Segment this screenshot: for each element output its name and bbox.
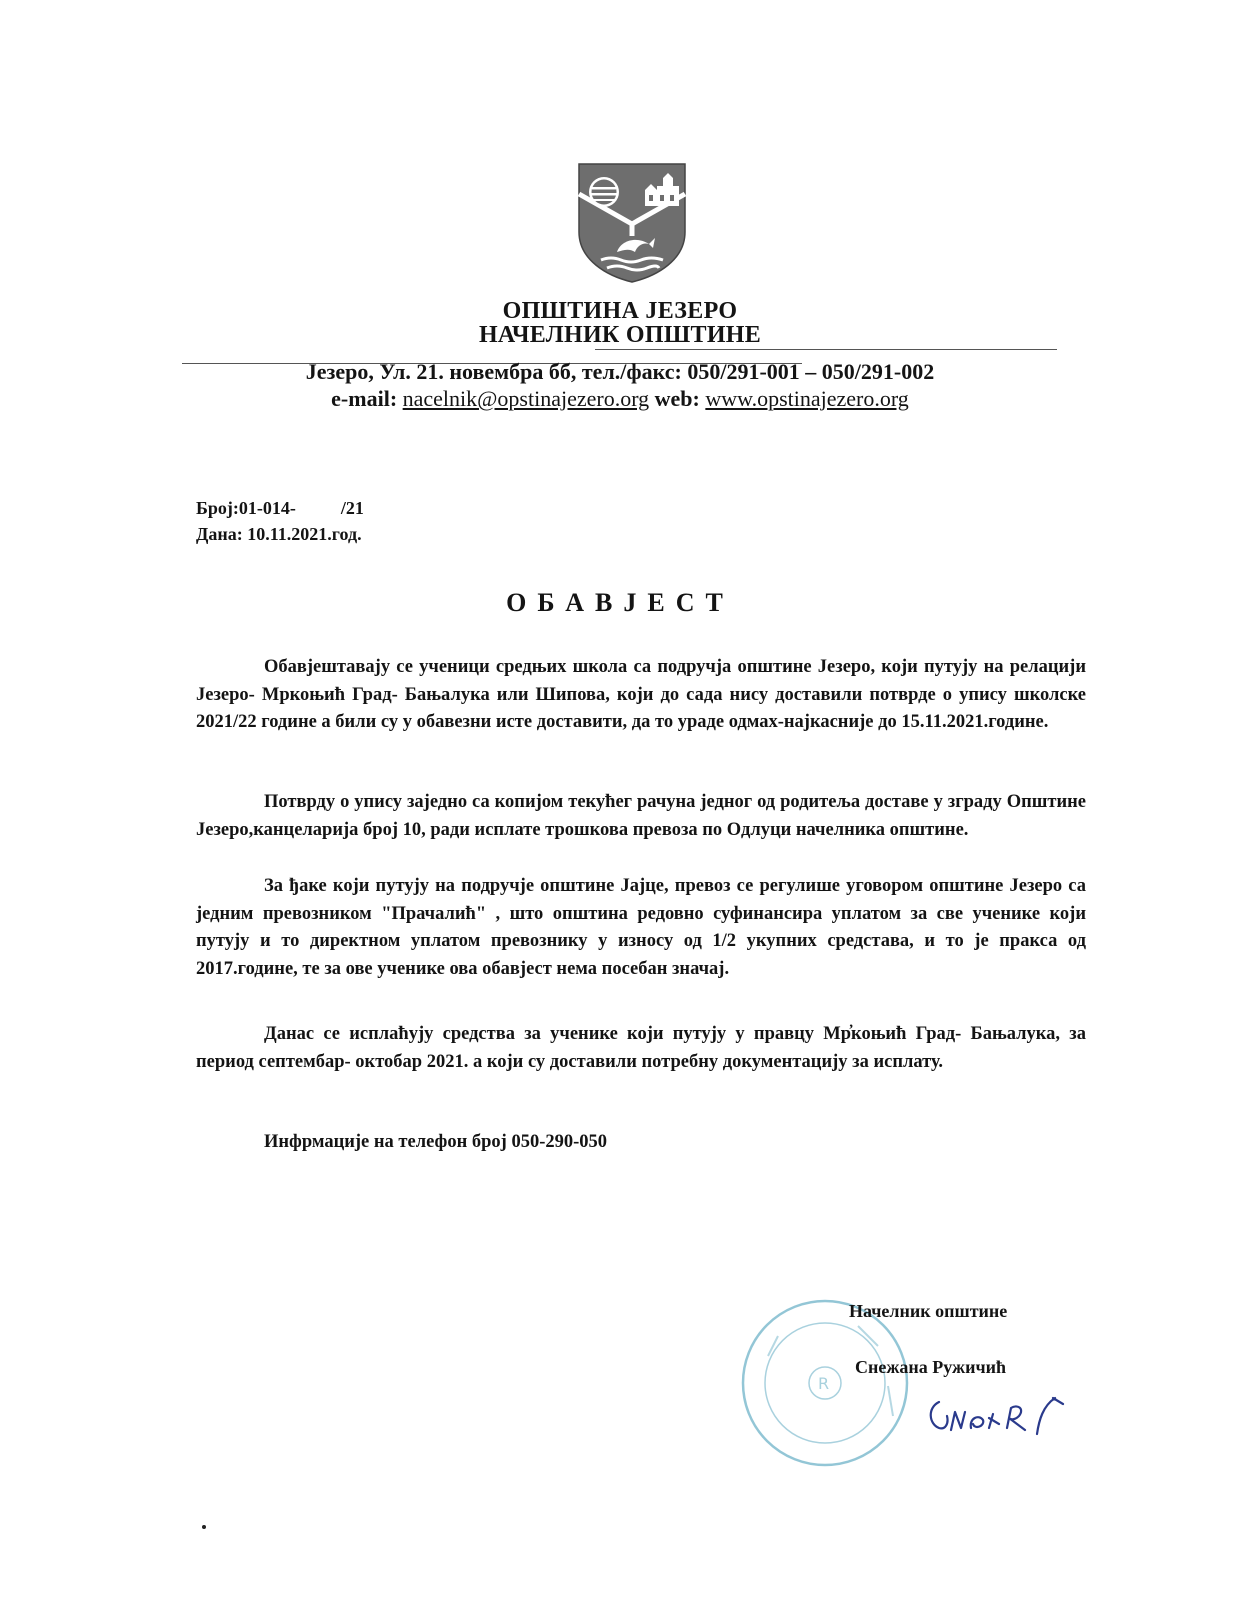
municipality-name: ОПШТИНА ЈЕЗЕРО <box>502 298 738 324</box>
document-date: Дана: 10.11.2021.год. <box>196 524 362 544</box>
paragraph-3: За ђаке који путују на подручје општине Јајце, превоз се регулише уговором општине Језеро са једним превозником "Прачалић" , што општина редовно суфинансира уплатом за све ученике који путују и то директном уплатом превознику у износу од 1/2 укупних средстава, и то је пракса од 2017.године, те за ове ученике ова обавјест нема посебан значај. <box>196 876 1086 979</box>
document-title: ОБАВЈЕСТ <box>506 588 734 617</box>
signatory-role: Начелник општине <box>849 1301 1008 1321</box>
document-number: Број:01-014- /21 <box>196 498 364 518</box>
svg-text:R: R <box>818 1374 830 1393</box>
web-link[interactable]: www.opstinajezero.org <box>705 386 909 411</box>
web-label: web: <box>654 386 700 411</box>
signatory-name: Снежана Ружичић <box>855 1357 1006 1377</box>
email-link[interactable]: nacelnik@opstinajezero.org <box>402 386 650 411</box>
header-rule <box>595 349 1057 350</box>
municipal-crest-icon <box>577 162 687 284</box>
office-name: НАЧЕЛНИК ОПШТИНЕ <box>478 322 762 348</box>
address-line: Језеро, Ул. 21. новембра бб, тел./факс: 050/291-001 – 050/291-002 <box>305 359 935 384</box>
contact-line <box>150 386 1090 412</box>
paragraph-2: Потврду о упису заједно са копијом текућег рачуна једног од родитеља доставе у зграду Општине Језеро,канцеларија број 10, ради исплате трошкова превоза по Одлуци начелника општине. <box>196 792 1086 840</box>
scan-speck <box>202 1525 206 1529</box>
paragraph-4: Данас се исплаћују средства за ученике који путују у правцу Мр̓коњић Град- Бањалука, за период септембар- октобар 2021. а који су доставили потребну документацију за исплату. <box>196 1024 1086 1072</box>
handwritten-signature <box>925 1390 1070 1445</box>
official-stamp-icon <box>738 1296 913 1471</box>
paragraph-1: Обавјештавају се ученици средњих школа са подручја општине Језеро, који путују на релацији Језеро- Мркоњић Град- Бањалука или Шипова, који до сада нису доставили потврде о упису школске 2021/22 године а били су у обавезни исте доставити, да то ураде одмах-најкасније до 15.11.2021.године. <box>196 657 1086 732</box>
email-label: e-mail: <box>331 386 398 411</box>
paragraph-5: Инфрмације на телефон број 050-290-050 <box>264 1132 608 1152</box>
